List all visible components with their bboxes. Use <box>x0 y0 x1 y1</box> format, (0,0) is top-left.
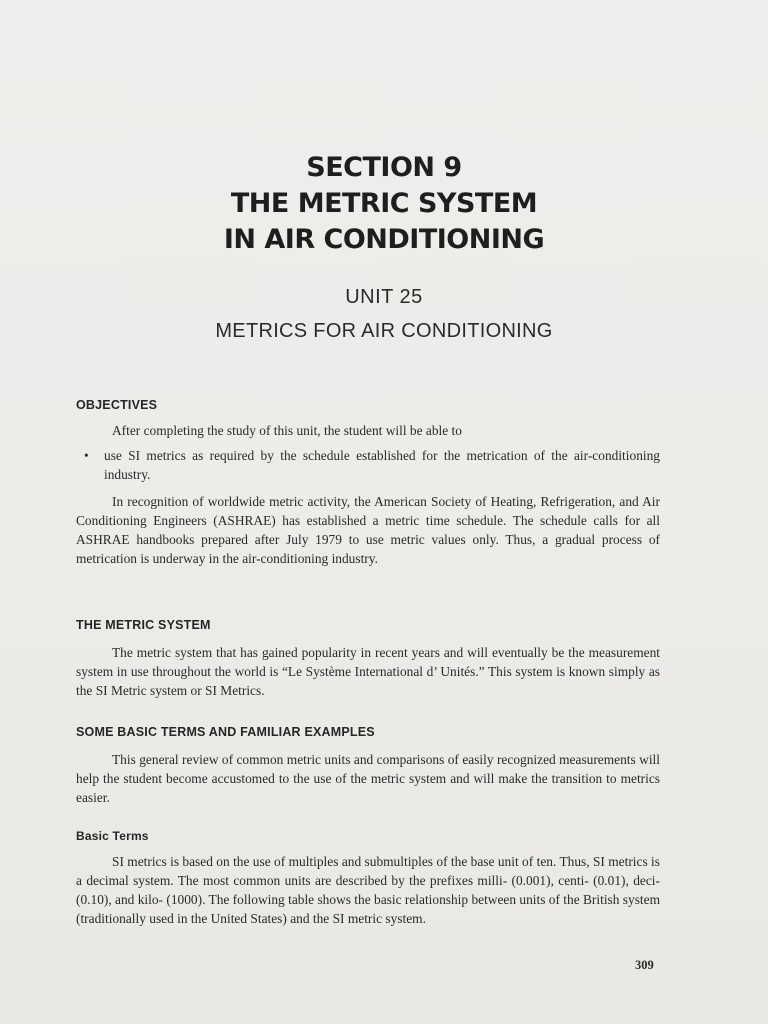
list-item <box>84 446 660 484</box>
basic-terms-examples-section <box>76 723 660 807</box>
unit-title: METRICS FOR AIR CONDITIONING <box>215 320 553 342</box>
objectives-list <box>76 446 660 484</box>
section-title <box>0 150 768 258</box>
metric-system-section <box>76 616 660 700</box>
objectives-section <box>76 396 660 568</box>
objectives-heading: OBJECTIVES <box>76 398 158 412</box>
section-number: SECTION 9 <box>306 152 462 183</box>
bullet-icon: • <box>84 448 89 463</box>
basic-terms-section <box>76 827 660 928</box>
objectives-intro: After completing the study of this unit, the student will be able to <box>112 423 462 438</box>
basic-terms-examples-paragraph: This general review of common metric units and comparisons of easily recognized measurements will help the student become accustomed to the use of the metric system and will make the transition to metrics easier. <box>76 752 660 805</box>
section-title-line-1: THE METRIC SYSTEM <box>230 188 538 219</box>
unit-number: UNIT 25 <box>345 286 423 308</box>
metric-system-paragraph: The metric system that has gained popularity in recent years and will eventually be the measurement system in use throughout the world is “Le Système International d’ Unités.” This system is known simply as the SI Metric system or SI Metrics. <box>76 645 660 698</box>
basic-terms-paragraph: SI metrics is based on the use of multiples and submultiples of the base unit of ten. Thus, SI metrics is a decimal system. The most common units are described by the prefixes milli- (0.001), centi- (0.01), deci- (0.10), and kilo- (1000). The following table shows the basic relationship between units of the British system (traditionally used in the United States) and the SI metric system. <box>76 854 661 926</box>
page-number: 309 <box>635 958 654 972</box>
basic-terms-heading: Basic Terms <box>76 829 149 843</box>
metric-system-heading: THE METRIC SYSTEM <box>76 618 211 632</box>
objective-text: use SI metrics as required by the schedule established for the metrication of the air-conditioning industry. <box>104 448 660 482</box>
section-title-line-2: IN AIR CONDITIONING <box>223 224 545 255</box>
objectives-paragraph: In recognition of worldwide metric activity, the American Society of Heating, Refrigeration, and Air Conditioning Engineers (ASHRAE) has established a metric time schedule. The schedule calls for all ASHRAE handbooks prepared after July 1979 to use metric values only. Thus, a gradual process of metrication is underway in the air-conditioning industry. <box>76 494 660 566</box>
basic-terms-examples-heading: SOME BASIC TERMS AND FAMILIAR EXAMPLES <box>76 725 375 739</box>
